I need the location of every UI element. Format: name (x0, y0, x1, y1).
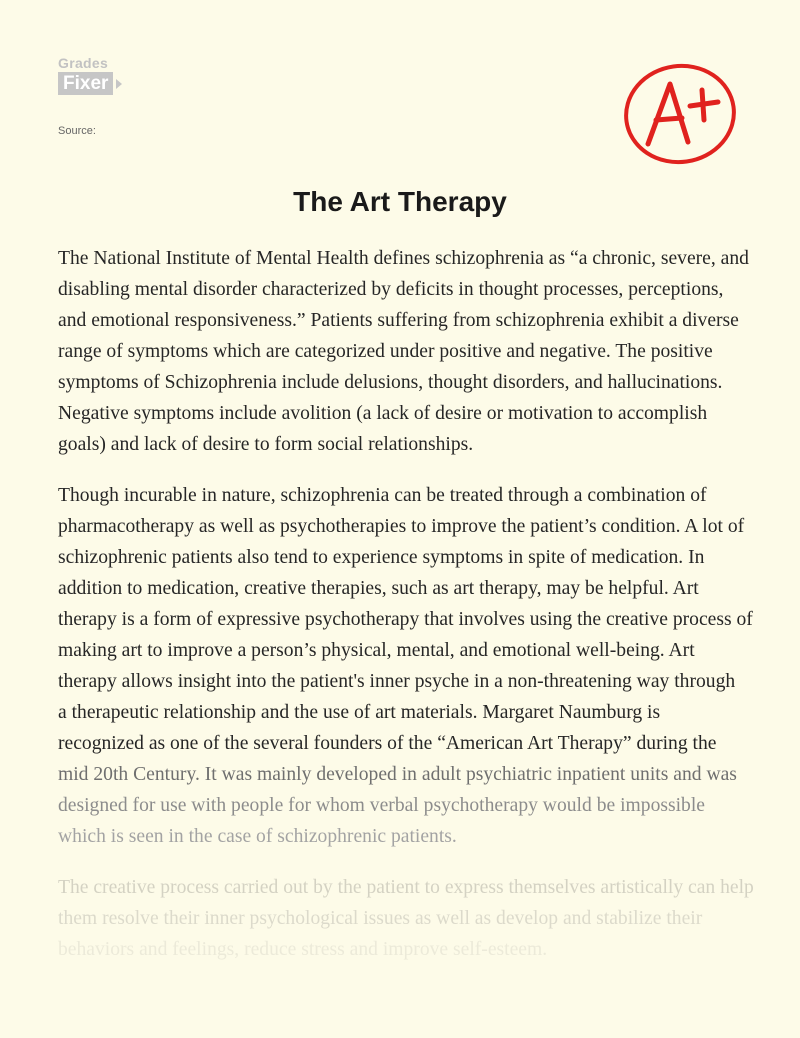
text-line: goals) and lack of desire to form social relationships. (58, 434, 474, 455)
text-line: therapy allows insight into the patient's inner psyche in a non-threatening way through (58, 671, 736, 692)
gradesfixer-logo[interactable] (58, 56, 122, 95)
text-line: making art to improve a person’s physical, mental, and emotional well-being. Art (58, 640, 695, 661)
paragraph-3-faded (58, 872, 754, 965)
text-line: The National Institute of Mental Health defines schizophrenia as “a chronic, severe, and (58, 248, 749, 269)
text-line: disabling mental disorder characterized by deficits in thought processes, perceptions, (58, 279, 724, 300)
essay-title: The Art Therapy (293, 186, 507, 217)
text-line: addition to medication, creative therapies, such as art therapy, may be helpful. Art (58, 578, 699, 599)
text-line: and emotional responsiveness.” Patients suffering from schizophrenia exhibit a diverse (58, 310, 739, 331)
text-line: behaviors and feelings, reduce stress and improve self-esteem. (58, 939, 548, 960)
paragraph-1 (58, 243, 748, 460)
source-label: Source: (58, 125, 96, 137)
text-line: The creative process carried out by the patient to express themselves artistically can help (58, 877, 754, 898)
text-line: therapy is a form of expressive psychotherapy that involves using the creative process of (58, 609, 753, 630)
logo-text-bottom: Fixer (58, 72, 113, 95)
text-line: which is seen in the case of schizophrenic patients. (58, 826, 457, 847)
text-line: Negative symptoms include avolition (a lack of desire or motivation to accomplish (58, 403, 708, 424)
text-line: Though incurable in nature, schizophrenia can be treated through a combination of (58, 485, 707, 506)
logo-text-top: Grades (58, 55, 109, 71)
text-line: recognized as one of the several founders of the “American Art Therapy” during the (58, 733, 717, 754)
text-line: a therapeutic relationship and the use of art materials. Margaret Naumburg is (58, 702, 661, 723)
text-line: range of symptoms which are categorized under positive and negative. The positive (58, 341, 713, 362)
essay-body (58, 243, 754, 985)
text-line: mid 20th Century. It was mainly developed in adult psychiatric inpatient units and was (58, 764, 737, 785)
text-line: pharmacotherapy as well as psychotherapies to improve the patient’s condition. A lot of (58, 516, 745, 537)
text-line: designed for use with people for whom verbal psychotherapy would be impossible (58, 795, 705, 816)
logo-bottom-row (58, 72, 122, 95)
logo-arrow-icon (116, 79, 122, 89)
text-line: symptoms of Schizophrenia include delusions, thought disorders, and hallucinations. (58, 372, 723, 393)
text-line: schizophrenic patients also tend to experience symptoms in spite of medication. In (58, 547, 705, 568)
paragraph-2 (58, 480, 753, 852)
a-plus-stamp-icon (618, 56, 746, 168)
text-line: them resolve their inner psychological issues as well as develop and stabilize their (58, 908, 703, 929)
